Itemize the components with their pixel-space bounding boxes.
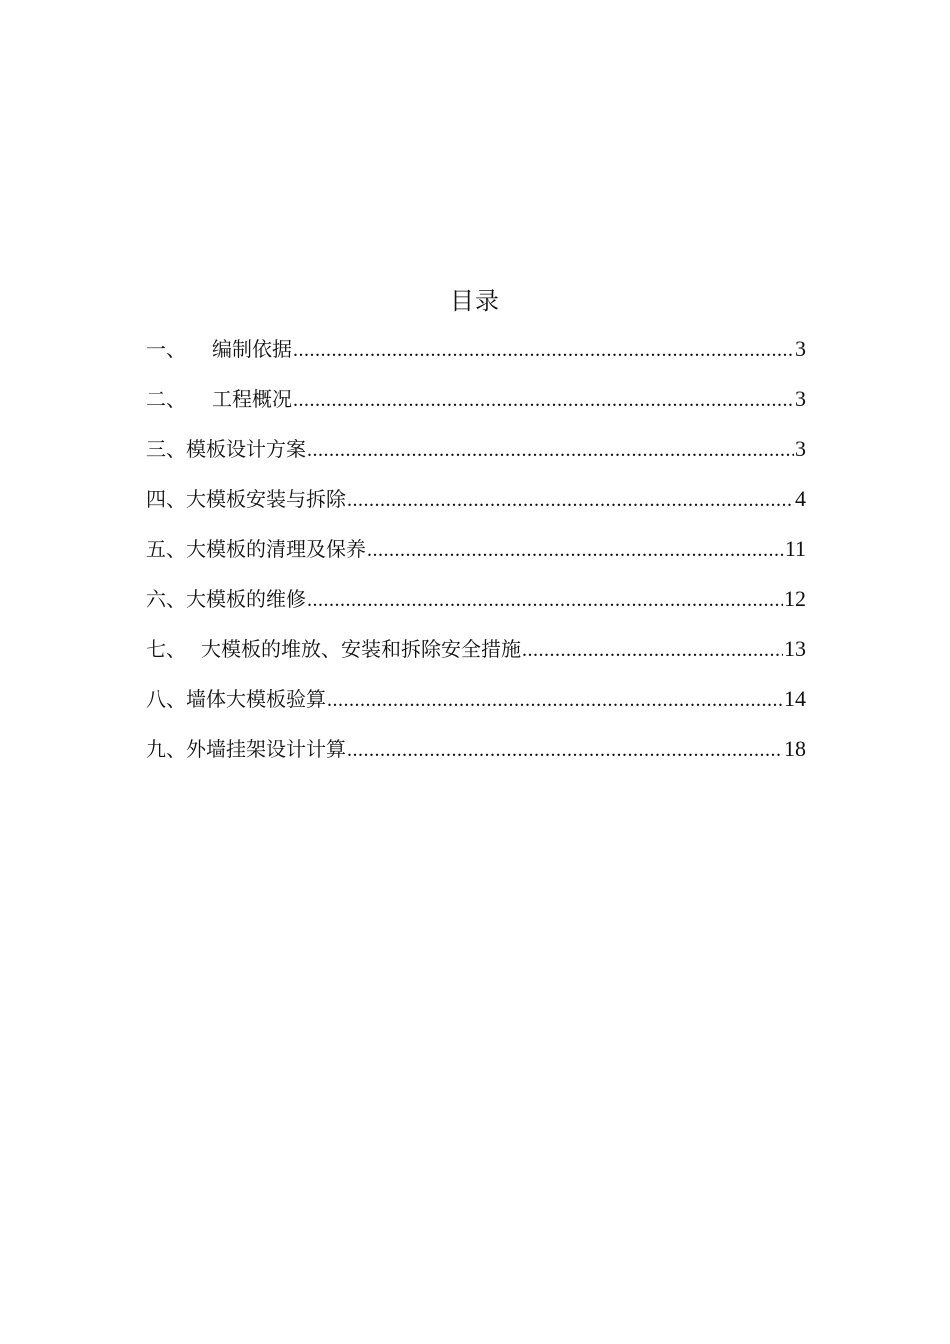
toc-entry-title: 大模板的维修 — [186, 587, 306, 611]
toc-entry[interactable] — [146, 734, 806, 784]
toc-entry-title: 模板设计方案 — [186, 437, 306, 461]
toc-entry-page: 12 — [784, 586, 806, 611]
toc-entry-title: 大模板安装与拆除 — [186, 487, 346, 511]
toc-entry-number: 四、 — [146, 487, 186, 511]
toc-entry[interactable] — [146, 334, 806, 384]
toc-entry-number: 六、 — [146, 587, 186, 611]
toc-entry-title: 大模板的清理及保养 — [186, 537, 366, 561]
toc-entry-number: 七、 — [146, 637, 186, 661]
toc-dot-leader — [327, 685, 783, 715]
toc-entry-page: 3 — [795, 436, 806, 461]
toc-entry[interactable] — [146, 434, 806, 484]
toc-entry-number: 二、 — [146, 387, 186, 411]
toc-entry[interactable] — [146, 684, 806, 734]
toc-dot-leader — [367, 535, 784, 565]
toc-entry-title: 墙体大模板验算 — [186, 687, 326, 711]
toc-dot-leader — [522, 635, 783, 665]
toc-entry-number: 九、 — [146, 737, 186, 761]
toc-entry-title: 外墙挂架设计计算 — [186, 737, 346, 761]
toc-entry-title: 编制依据 — [212, 337, 292, 361]
toc-dot-leader — [293, 385, 794, 415]
toc-entry-number: 八、 — [146, 687, 186, 711]
toc-entry-page: 18 — [784, 736, 806, 761]
toc-list — [146, 334, 806, 784]
toc-entry-title: 大模板的堆放、安装和拆除安全措施 — [201, 637, 521, 661]
toc-entry[interactable] — [146, 534, 806, 584]
toc-dot-leader — [307, 585, 783, 615]
toc-dot-leader — [307, 435, 794, 465]
toc-dot-leader — [293, 335, 794, 365]
toc-entry-page: 3 — [795, 386, 806, 411]
toc-entry-page: 3 — [795, 336, 806, 361]
toc-title: 目录 — [450, 287, 500, 315]
toc-dot-leader — [347, 485, 794, 515]
toc-entry[interactable] — [146, 584, 806, 634]
toc-entry-page: 13 — [784, 636, 806, 661]
toc-entry-page: 11 — [784, 536, 806, 561]
toc-entry[interactable] — [146, 634, 806, 684]
toc-entry-number: 三、 — [146, 437, 186, 461]
toc-entry-number: 五、 — [146, 537, 186, 561]
toc-entry-number: 一、 — [146, 337, 186, 361]
toc-entry-page: 4 — [795, 486, 806, 511]
toc-dot-leader — [347, 735, 783, 765]
toc-entry-title: 工程概况 — [212, 387, 292, 411]
toc-entry-page: 14 — [784, 686, 806, 711]
toc-entry[interactable] — [146, 384, 806, 434]
toc-entry[interactable] — [146, 484, 806, 534]
